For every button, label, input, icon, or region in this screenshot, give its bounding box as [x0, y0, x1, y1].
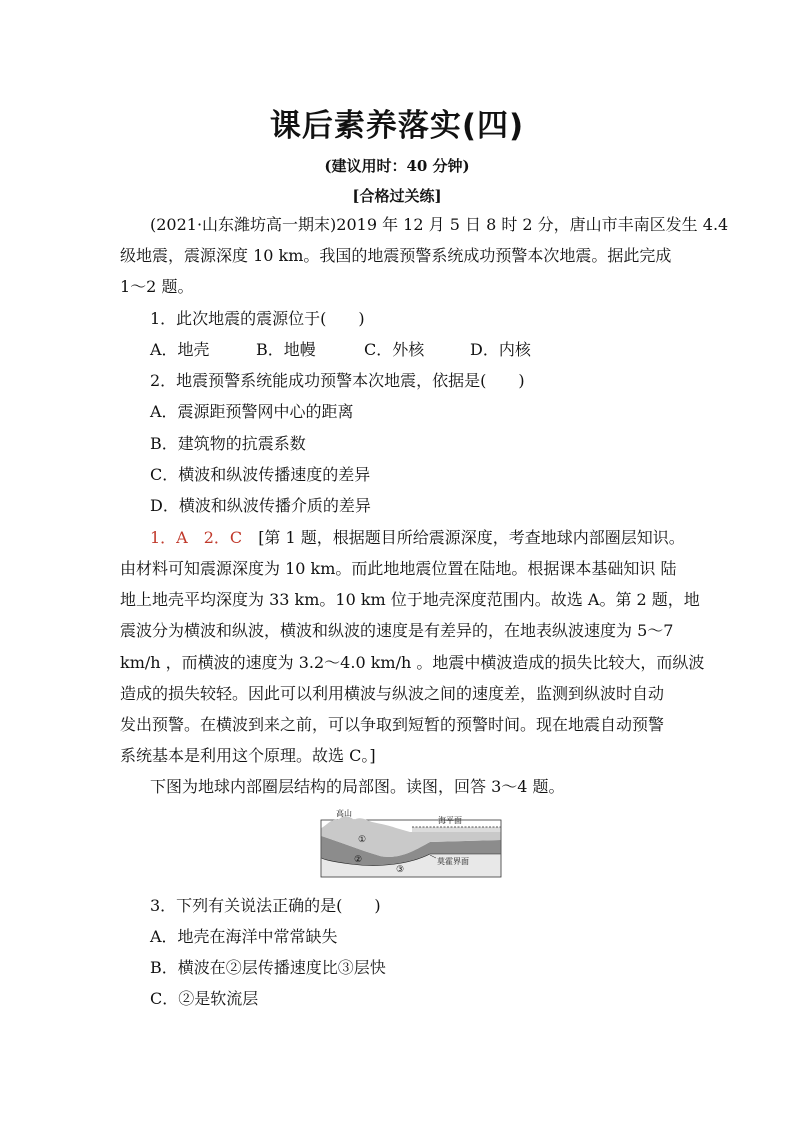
q2-option-a: A．震源距预警网中心的距离	[150, 402, 354, 421]
question-1-stem: 1．此次地震的震源位于( )	[150, 309, 365, 328]
answer-line-7: 发出预警。在横波到来之前，可以争取到短暂的预警时间。现在地震自动预警	[120, 715, 665, 734]
question-2-stem: 2．地震预警系统能成功预警本次地震，依据是( )	[150, 371, 525, 390]
page-title: 课后素养落实(四)	[269, 108, 525, 144]
q1-option-b: B．地幔	[256, 340, 316, 359]
q2-option-b: B．建筑物的抗震系数	[150, 434, 306, 453]
earth-interior-diagram	[320, 806, 502, 878]
q2-option-c: C．横波和纵波传播速度的差异	[150, 465, 371, 484]
answer-line-8: 系统基本是利用这个原理。故选 C。]	[120, 746, 376, 765]
intro-line-3: 1～2 题。	[120, 277, 194, 296]
question-3-stem: 3．下列有关说法正确的是( )	[150, 896, 381, 915]
answer-line-5: km/h ，而横波的速度为 3.2～4.0 km/h 。地震中横波造成的损失比较大，而纵波	[120, 653, 705, 672]
label-layer-2: ②	[354, 855, 363, 865]
q1-option-d: D．内核	[470, 340, 531, 359]
label-mountain: 高山	[336, 809, 352, 818]
q3-option-c: C．②是软流层	[150, 989, 259, 1008]
label-moho: 莫霍界面	[437, 857, 469, 866]
intro-line-1: (2021·山东潍坊高一期末)2019 年 12 月 5 日 8 时 2 分，唐山市丰南区发生 4.4	[150, 215, 729, 234]
q1-option-a: A．地壳	[150, 340, 210, 359]
answer-line-2: 由材料可知震源深度为 10 km。而此地地震位置在陆地。根据课本基础知识 陆	[120, 559, 677, 578]
answer-line-6: 造成的损失较轻。因此可以利用横波与纵波之间的速度差，监测到纵波时自动	[120, 684, 665, 703]
q2-option-d: D．横波和纵波传播介质的差异	[150, 496, 371, 515]
answer-line-4: 震波分为横波和纵波，横波和纵波的速度是有差异的，在地表纵波速度为 5～7	[120, 621, 674, 640]
suggested-time: (建议用时：40 分钟)	[324, 157, 470, 175]
q1-option-c: C．外核	[364, 340, 425, 359]
question-1-options	[150, 340, 720, 360]
answer-line-3: 地上地壳平均深度为 33 km。10 km 位于地壳深度范围内。故选 A。第 2 题，地	[120, 590, 700, 609]
q3-option-a: A．地壳在海洋中常常缺失	[150, 927, 338, 946]
answer-line-1	[150, 528, 720, 548]
label-sea-level: 海平面	[438, 816, 462, 825]
intro-line-2: 级地震，震源深度 10 km。我国的地震预警系统成功预警本次地震。据此完成	[120, 246, 672, 265]
q3-option-b: B．横波在②层传播速度比③层快	[150, 958, 386, 977]
answer-explanation-start: [第 1 题，根据题目所给震源深度，考查地球内部圈层知识。	[258, 528, 685, 547]
label-layer-3: ③	[396, 865, 405, 875]
section-heading: [合格过关练]	[352, 187, 442, 205]
ocean-water	[412, 827, 501, 832]
answer-key: 1．A 2．C	[150, 528, 243, 547]
figure-intro: 下图为地球内部圈层结构的局部图。读图，回答 3～4 题。	[150, 777, 565, 796]
label-layer-1: ①	[358, 835, 367, 845]
